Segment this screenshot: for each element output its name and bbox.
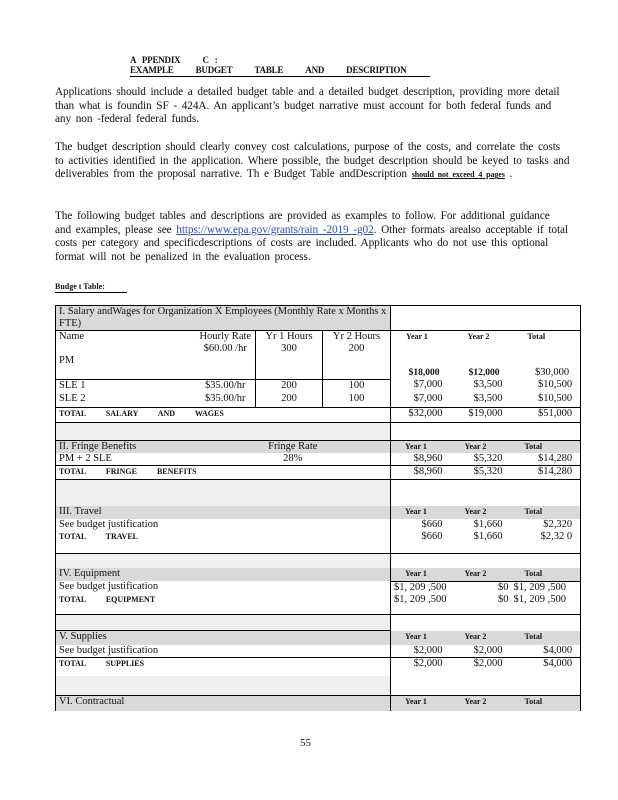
examples-text-cont: . Other formats arealso acceptable if total costs per category and specificdescriptions of costs are included. Applicants who do not use this optional format will not be penalized in the evaluation process. (55, 223, 568, 263)
year1-header: Year 1 (391, 440, 451, 453)
row-name: See budget justification (56, 519, 391, 531)
row-total: $2,320 (511, 519, 581, 531)
travel-header-row (56, 506, 581, 519)
salary-column-header-row (56, 331, 581, 380)
year2-header: Year 2 (467, 332, 490, 341)
row-name: See budget justification (56, 645, 391, 658)
total-header: Total (511, 568, 581, 581)
total-total: $51,000 (511, 407, 581, 422)
total-header: Total (511, 696, 581, 711)
year1-header: Year 1 (391, 506, 451, 519)
salary-total-row (56, 407, 581, 422)
row-y1: $8,960 (391, 453, 451, 466)
row-h1: 200 (256, 379, 323, 393)
row-y2: $0 (451, 581, 511, 594)
year2-header: Year 2 (451, 631, 511, 645)
row-name: PM (59, 355, 75, 366)
row-y2: $12,000 (468, 368, 500, 378)
row-name: PM + 2 SLE (56, 453, 196, 466)
salary-row (56, 393, 581, 407)
year2-header: Year 2 (451, 440, 511, 453)
row-h2: 100 (323, 379, 391, 393)
total-y1: $660 (391, 531, 451, 553)
row-y2: $3,500 (473, 379, 503, 390)
heading-word: DESCRIPTION (346, 65, 407, 75)
row-h2: 100 (323, 393, 391, 407)
section-title: I. Salary andWages for Organization X Employees (Monthly Rate x Months x FTE) (56, 306, 391, 331)
examples-text: The following budget tables and descriptions are provided as examples to follow. For additional guidance and examples, please see (55, 210, 550, 236)
row-total: $30,000 (534, 367, 570, 378)
section-title: V. Supplies (56, 631, 391, 645)
row-total: $10,500 (511, 393, 581, 407)
heading-word: A PPENDIX (130, 55, 181, 65)
row-total: $1, 209 ,500 (511, 581, 581, 594)
travel-total-row (56, 531, 581, 553)
description-text: The budget description should clearly convey cost calculations, purpose of the costs, and correlate the costs to activities identified in the application. Where possible, the budget description should be keyed to tasks and deliverables from the proposal narrative. Th e Budget Table andDescription (55, 141, 570, 181)
col-yr1: Yr 1 Hours (265, 331, 313, 342)
spacer-row (56, 553, 581, 568)
total-label: TOTAL SUPPLIES (56, 658, 391, 676)
row-total: $10,500 (511, 379, 581, 393)
travel-row (56, 519, 581, 531)
description-paragraph: The budget description should clearly convey cost calculations, purpose of the costs, and correlate the costs to activities identified in the application. Where possible, the budget description should be keyed to tasks and deliverables from the proposal narrative. Th e Budget Table andDescription should not exceed 4 pages . (55, 141, 570, 181)
row-y2: $2,000 (473, 644, 503, 656)
row-y1: $18,000 (408, 368, 440, 378)
total-label: TOTAL SALARY AND WAGES (56, 407, 391, 422)
row-rate: $35.00/hr (204, 393, 246, 404)
fringe-rate-header: Fringe Rate (196, 440, 391, 453)
year2-header: Year 2 (451, 506, 511, 519)
total-total: $2,32 0 (511, 531, 581, 553)
row-rate: $35.00/hr (196, 379, 256, 393)
total-y1: $2,000 (391, 658, 451, 676)
fringe-rate: 28% (283, 452, 303, 464)
total-label: TOTAL EQUIPMENT (56, 594, 391, 615)
equipment-header-row (56, 568, 581, 581)
spacer-row (56, 676, 581, 696)
row-total: $4,000 (511, 645, 581, 658)
spacer-row (56, 479, 581, 506)
year1-header: Year 1 (406, 332, 428, 341)
total-header: Total (527, 332, 546, 341)
page-limit-note: should not exceed 4 pages (411, 170, 505, 180)
row-rate: $60.00 /hr (203, 343, 247, 354)
empty-cell (391, 306, 581, 331)
row-name: See budget justification (56, 581, 391, 594)
appendix-heading (130, 55, 430, 77)
section-title: IV. Equipment (56, 568, 391, 581)
total-y2: $5,320 (451, 465, 511, 479)
heading-word: TABLE (254, 65, 284, 75)
total-total: $14,280 (511, 465, 581, 479)
spacer-row (56, 422, 581, 440)
total-y2: $19,000 (451, 407, 511, 422)
total-total: $4,000 (511, 658, 581, 676)
row-y1: $2,000 (391, 645, 451, 658)
row-y1: $1, 209 ,500 (391, 581, 451, 594)
total-header: Total (511, 631, 581, 645)
budget-table-label: Budge t Table: (55, 282, 127, 293)
total-label: TOTAL TRAVEL (56, 531, 391, 553)
total-label: TOTAL FRINGE BENEFITS (56, 465, 391, 479)
year1-header: Year 1 (391, 568, 451, 581)
row-y1: $7,000 (391, 379, 451, 393)
row-y2: $5,320 (473, 452, 503, 464)
col-rate: Hourly Rate (199, 331, 252, 342)
year1-header: Year 1 (391, 696, 451, 711)
supplies-total-row (56, 658, 581, 676)
heading-word: BUDGET (195, 65, 233, 75)
col-yr2: Yr 2 Hours (332, 331, 381, 342)
salary-row (56, 379, 581, 393)
section-title: II. Fringe Benefits (56, 440, 196, 453)
row-y2: $3,500 (473, 393, 503, 404)
row-name: SLE 2 (56, 393, 196, 407)
supplies-header-row (56, 631, 581, 645)
intro-paragraph: Applications should include a detailed budget table and a detailed budget description, providing more detail than what is foundin SF - 424A. An applicant’s budget narrative must account for both federal funds and any non -federal federal funds. (55, 86, 560, 126)
examples-paragraph (55, 210, 570, 264)
total-header: Total (511, 506, 581, 519)
row-name: SLE 1 (56, 379, 196, 393)
page-number: 55 (300, 737, 311, 749)
total-header: Total (511, 440, 581, 453)
year1-header: Year 1 (391, 631, 451, 645)
heading-word: C : EXAMPLE (130, 55, 218, 75)
salary-header-row (56, 306, 581, 331)
year2-header: Year 2 (451, 568, 511, 581)
budget-table (55, 305, 581, 711)
row-y1: $660 (391, 519, 451, 531)
total-y1: $1, 209 ,500 (391, 594, 451, 615)
contractual-header-row (56, 696, 581, 711)
section-title: VI. Contractual (56, 696, 391, 711)
row-h2: 200 (348, 343, 365, 354)
col-name: Name (59, 331, 85, 342)
total-y1: $8,960 (391, 465, 451, 479)
row-y2: $1,660 (473, 519, 503, 530)
total-y2: $0 (451, 594, 511, 615)
heading-word: AND (305, 65, 325, 75)
row-h1: 300 (281, 343, 297, 354)
total-y1: $32,000 (391, 407, 451, 422)
equipment-total-row (56, 594, 581, 615)
row-h1: 200 (256, 393, 323, 407)
row-total: $14,280 (511, 453, 581, 466)
total-y2: $1,660 (451, 531, 511, 553)
epa-guidance-link[interactable]: https://www.epa.gov/grants/rain -2019 -g02 (176, 223, 374, 236)
section-title: III. Travel (56, 506, 391, 519)
total-total: $1, 209 ,500 (511, 594, 581, 615)
fringe-row (56, 453, 581, 466)
supplies-row (56, 645, 581, 658)
fringe-total-row (56, 465, 581, 479)
row-y1: $7,000 (391, 393, 451, 407)
total-y2: $2,000 (451, 658, 511, 676)
fringe-header-row (56, 440, 581, 453)
spacer-row (56, 615, 581, 631)
year2-header: Year 2 (451, 696, 511, 711)
equipment-row (56, 581, 581, 594)
